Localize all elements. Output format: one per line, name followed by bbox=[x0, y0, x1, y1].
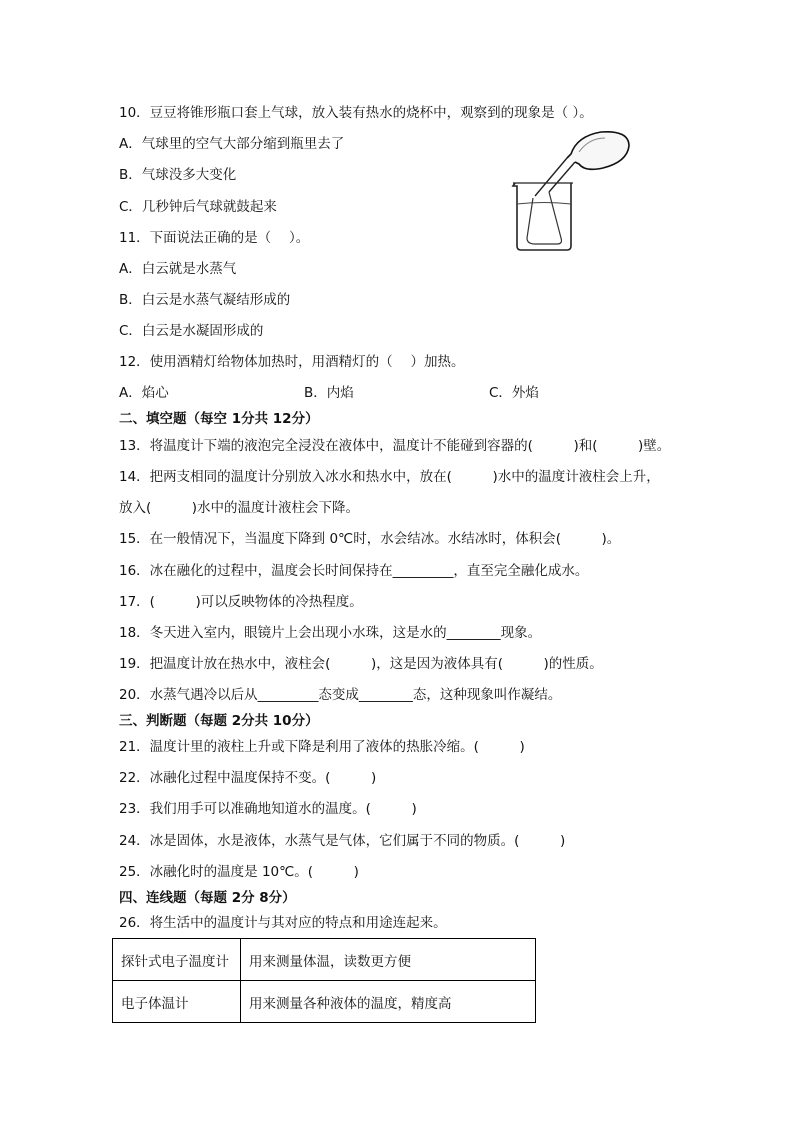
thermometer-name-cell[interactable]: 探针式电子温度计 bbox=[113, 939, 241, 981]
flask-balloon-beaker-figure bbox=[505, 128, 635, 253]
section-true-false-heading: 三、判断题（每题 2分共 10分） bbox=[119, 713, 319, 729]
q20: 20．水蒸气遇冷以后从_________态变成________态，这种现象叫作凝结。 bbox=[119, 687, 562, 703]
section-fill-in-heading: 二、填空题（每空 1分共 12分） bbox=[119, 411, 319, 427]
q13: 13．将温度计下端的液泡完全浸没在液体中，温度计不能碰到容器的( )和( )壁。 bbox=[119, 438, 671, 454]
q17: 17．( )可以反映物体的冷热程度。 bbox=[119, 594, 363, 610]
q10-stem: 10．豆豆将锥形瓶口套上气球，放入装有热水的烧杯中，观察到的现象是（ ）。 bbox=[119, 105, 593, 121]
q12-stem: 12．使用酒精灯给物体加热时，用酒精灯的（ ）加热。 bbox=[119, 354, 465, 370]
q26: 26．将生活中的温度计与其对应的特点和用途连起来。 bbox=[119, 915, 447, 931]
q10-option-a[interactable]: A．气球里的空气大部分缩到瓶里去了 bbox=[119, 136, 345, 152]
q21: 21．温度计里的液柱上升或下降是利用了液体的热胀冷缩。( ) bbox=[119, 739, 525, 755]
section-matching-heading: 四、连线题（每题 2分 8分） bbox=[119, 890, 296, 906]
q22: 22．冰融化过程中温度保持不变。( ) bbox=[119, 770, 377, 786]
q14-line2: 放入( )水中的温度计液柱会下降。 bbox=[119, 500, 360, 516]
q10-option-b[interactable]: B．气球没多大变化 bbox=[119, 167, 237, 183]
q23: 23．我们用手可以准确地知道水的温度。( ) bbox=[119, 801, 417, 817]
q11-option-b[interactable]: B．白云是水蒸气凝结形成的 bbox=[119, 292, 291, 308]
thermometer-use-cell[interactable]: 用来测量各种液体的温度，精度高 bbox=[241, 981, 536, 1023]
q25: 25．冰融化时的温度是 10℃。( ) bbox=[119, 864, 359, 880]
matching-table bbox=[112, 938, 536, 1023]
q14-line1: 14．把两支相同的温度计分别放入冰水和热水中，放在( )水中的温度计液柱会上升， bbox=[119, 469, 660, 485]
q18: 18．冬天进入室内，眼镜片上会出现小水珠，这是水的________现象。 bbox=[119, 625, 542, 641]
table-row bbox=[113, 939, 536, 981]
q11-option-a[interactable]: A．白云就是水蒸气 bbox=[119, 261, 237, 277]
table-row bbox=[113, 981, 536, 1023]
q12-option-c[interactable]: C．外焰 bbox=[489, 385, 539, 401]
q10-option-c[interactable]: C．几秒钟后气球就鼓起来 bbox=[119, 199, 277, 215]
q15: 15．在一般情况下，当温度下降到 0℃时，水会结冰。水结冰时，体积会( )。 bbox=[119, 531, 621, 547]
q11-stem: 11．下面说法正确的是（ ）。 bbox=[119, 230, 310, 246]
thermometer-use-cell[interactable]: 用来测量体温，读数更方便 bbox=[241, 939, 536, 981]
thermometer-name-cell[interactable]: 电子体温计 bbox=[113, 981, 241, 1023]
q24: 24．冰是固体，水是液体，水蒸气是气体，它们属于不同的物质。( ) bbox=[119, 833, 566, 849]
q12-option-a[interactable]: A．焰心 bbox=[119, 385, 169, 401]
q16: 16．冰在融化的过程中，温度会长时间保持在_________，直至完全融化成水。 bbox=[119, 563, 589, 579]
q19: 19．把温度计放在热水中，液柱会( )，这是因为液体具有( )的性质。 bbox=[119, 656, 603, 672]
q12-option-b[interactable]: B．内焰 bbox=[304, 385, 354, 401]
q11-option-c[interactable]: C．白云是水凝固形成的 bbox=[119, 323, 264, 339]
